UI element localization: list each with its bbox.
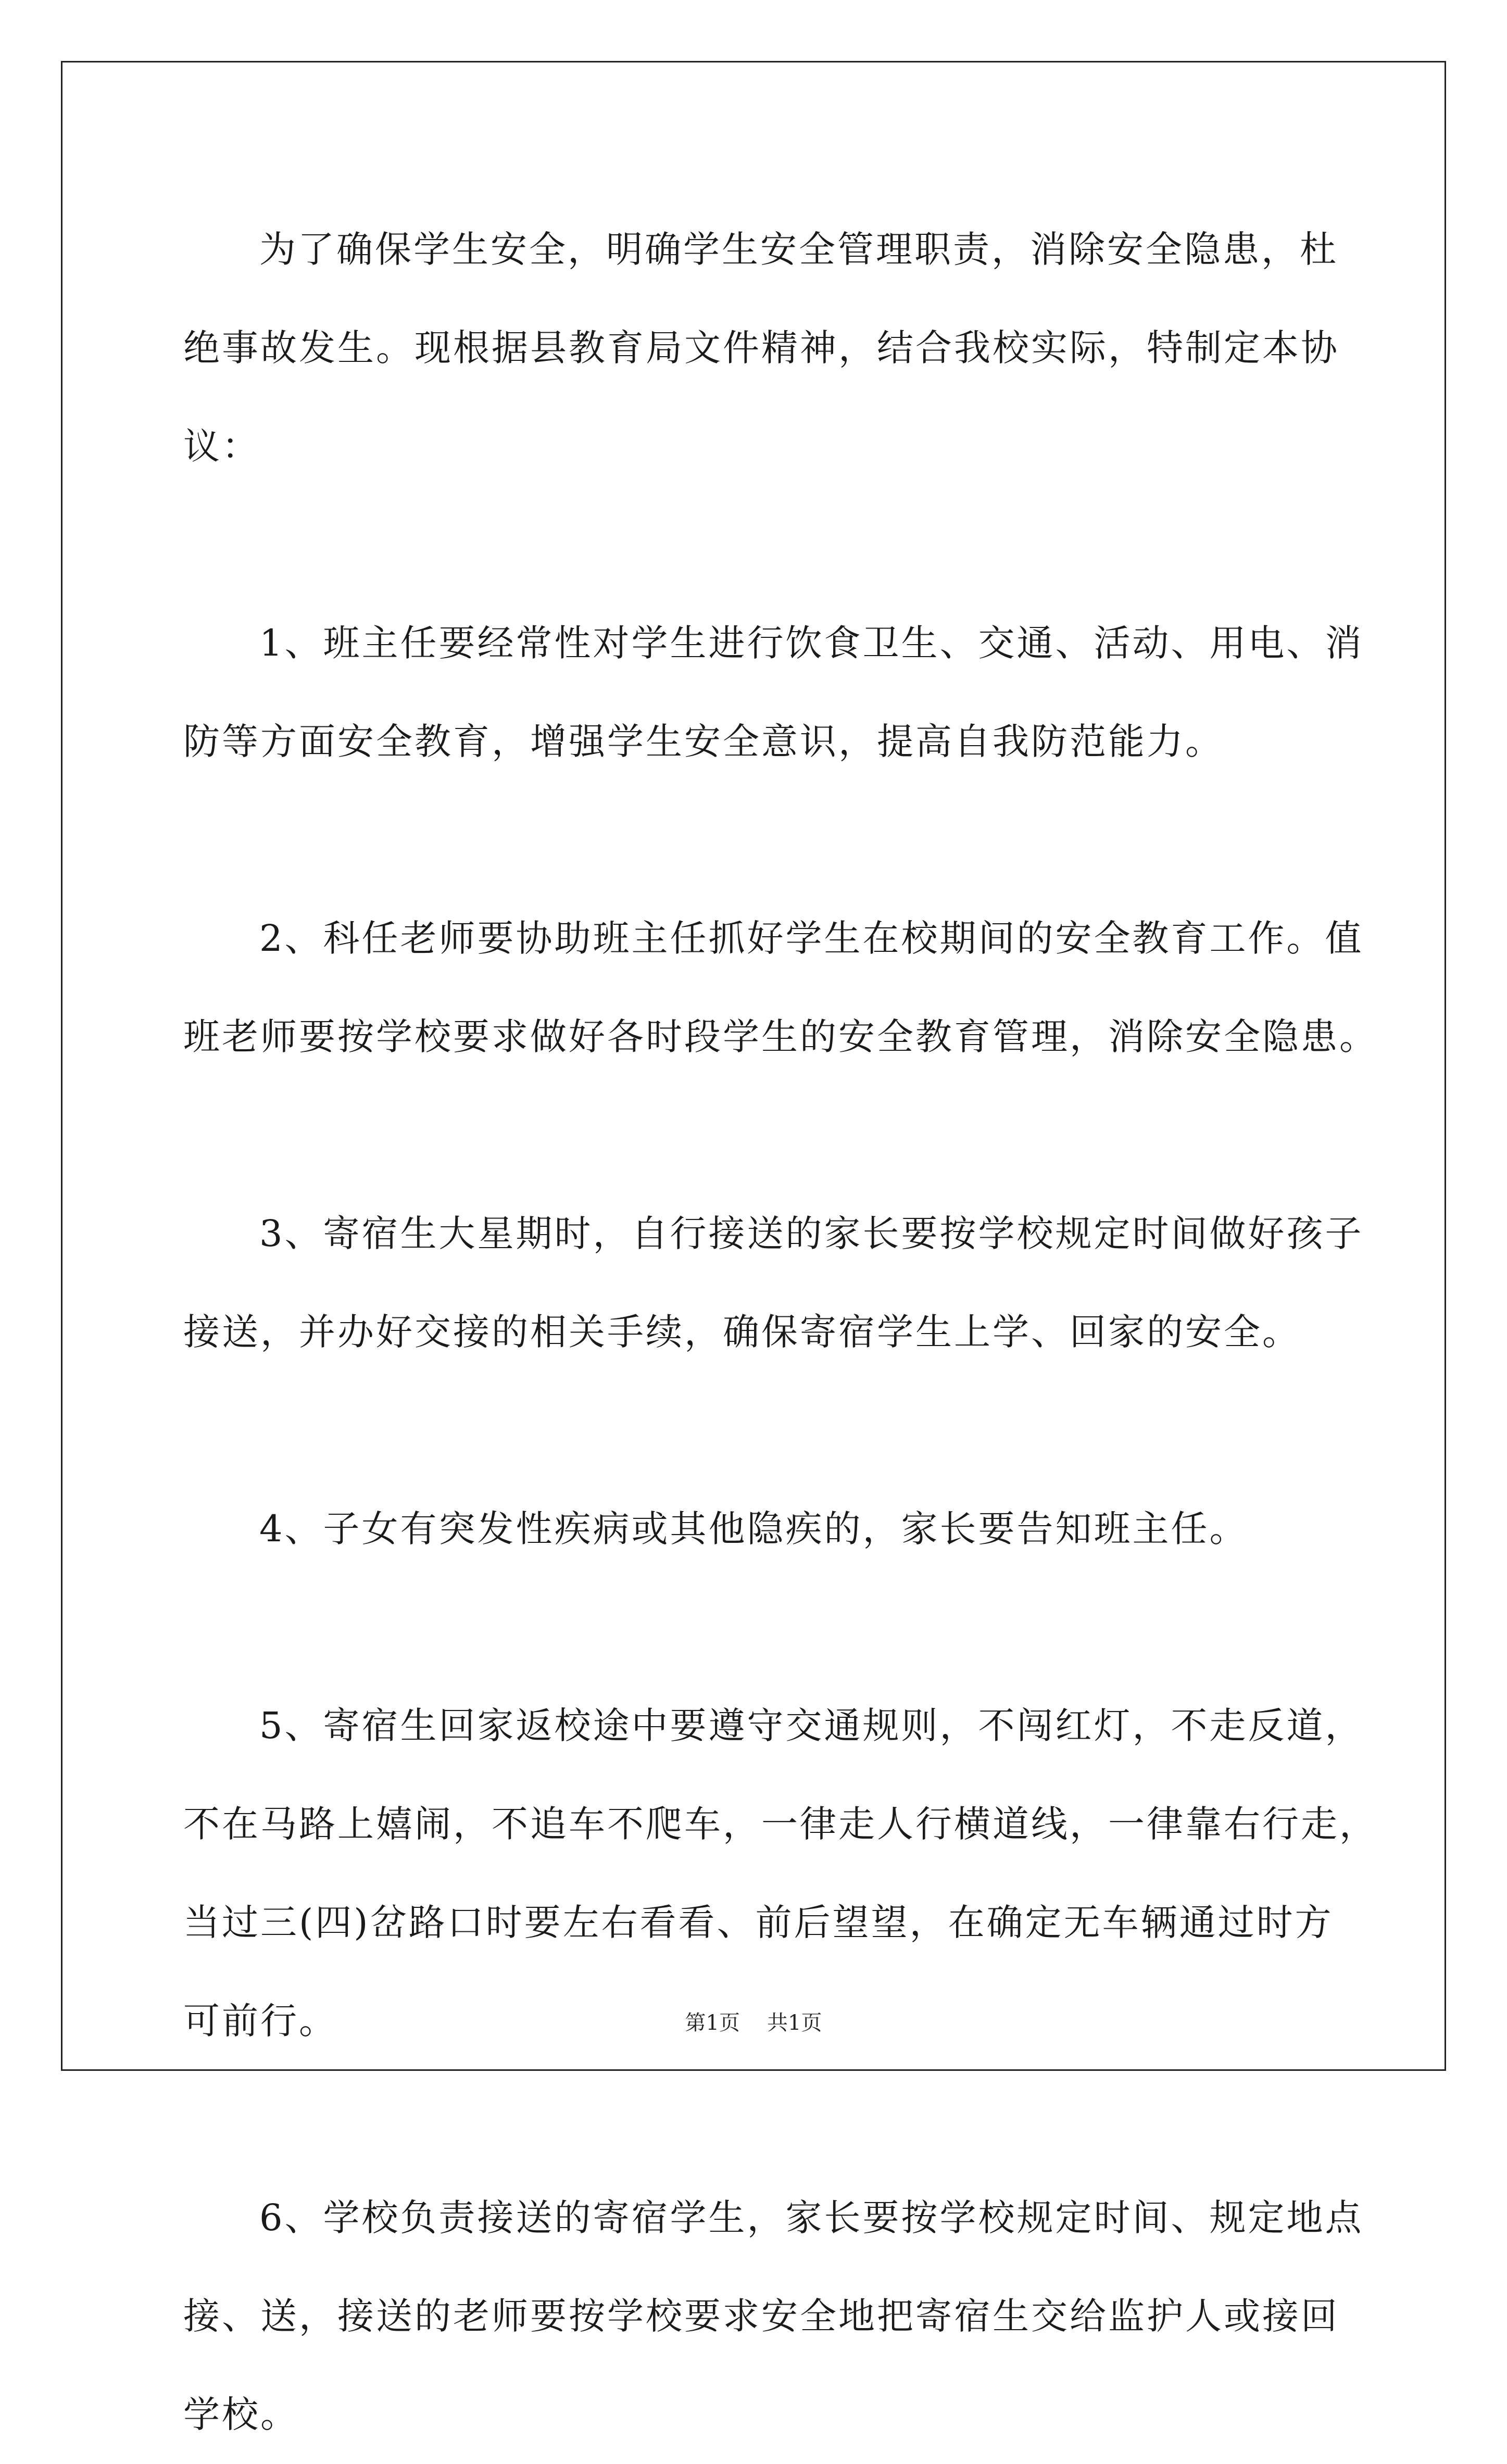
paragraph-line: 接、送，接送的老师要按学校要求安全地把寄宿生交给监护人或接回 (183, 2295, 1339, 2337)
page-number: 第1页 (685, 2011, 740, 2035)
paragraph-item-3 (183, 1185, 1364, 1381)
paragraph-item-1 (183, 594, 1364, 791)
paragraph-line: 为了确保学生安全，明确学生安全管理职责，消除安全隐患，杜 (259, 228, 1338, 271)
paragraph-line: 3、寄宿生大星期时，自行接送的家长要按学校规定时间做好孩子 (259, 1212, 1364, 1255)
paragraph-spacer (183, 2070, 1337, 2169)
paragraph-intro (183, 200, 1337, 496)
paragraph-line: 2、科任老师要协助班主任抓好学生在校期间的安全教育工作。值 (259, 917, 1364, 960)
paragraph-spacer (183, 1381, 1337, 1480)
page-total: 共1页 (767, 2011, 822, 2035)
paragraph-line: 可前行。 (183, 2000, 337, 2042)
paragraph-line: 5、寄宿生回家返校途中要遵守交通规则，不闯红灯，不走反道， (259, 1704, 1364, 1747)
paragraph-line: 防等方面安全教育，增强学生安全意识，提高自我防范能力。 (183, 720, 1224, 763)
paragraph-spacer (183, 1086, 1337, 1185)
paragraph-item-2 (183, 889, 1378, 1086)
paragraph-item-4 (183, 1480, 1337, 1578)
paragraph-line: 班老师要按学校要求做好各时段学生的安全教育管理，消除安全隐患。 (183, 1015, 1378, 1058)
paragraph-line: 不在马路上嬉闹，不追车不爬车，一律走人行横道线，一律靠右行走， (183, 1803, 1378, 1845)
paragraph-spacer (183, 496, 1337, 594)
paragraph-line: 当过三(四)岔路口时要左右看看、前后望望，在确定无车辆通过时方 (183, 1901, 1334, 1944)
paragraph-spacer (183, 791, 1337, 889)
paragraph-line: 绝事故发生。现根据县教育局文件精神，结合我校实际，特制定本协 (183, 326, 1339, 369)
paragraph-line: 接送，并办好交接的相关手续，确保寄宿学生上学、回家的安全。 (183, 1311, 1301, 1353)
paragraph-line: 学校。 (183, 2393, 299, 2436)
paragraph-line: 1、班主任要经常性对学生进行饮食卫生、交通、活动、用电、消 (259, 622, 1364, 664)
paragraph-line: 6、学校负责接送的寄宿学生，家长要按学校规定时间、规定地点 (259, 2196, 1364, 2239)
paragraph-line: 议： (183, 425, 260, 468)
page-footer (0, 2007, 1507, 2039)
paragraph-line: 4、子女有突发性疾病或其他隐疾的，家长要告知班主任。 (259, 1507, 1248, 1550)
paragraph-item-6 (183, 2169, 1364, 2464)
paragraph-spacer (183, 1578, 1337, 1677)
document-body (183, 200, 1378, 2464)
